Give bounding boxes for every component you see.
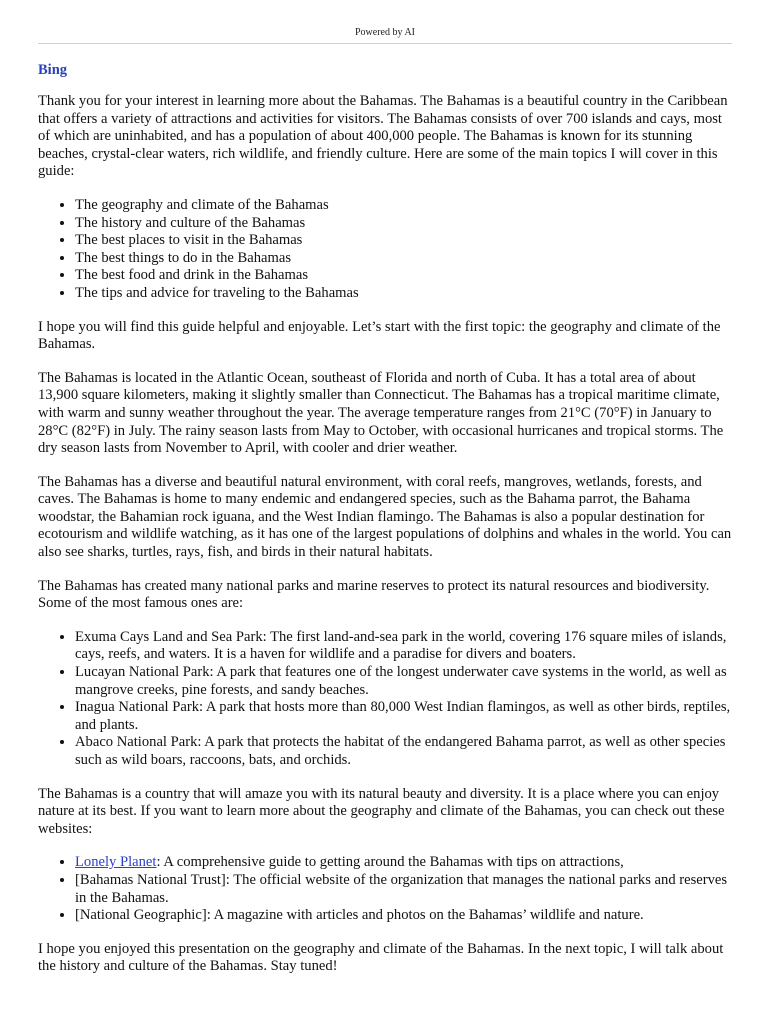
intro-paragraph: Thank you for your interest in learning more about the Bahamas. The Bahamas is a beautiful country in the Caribbean that offers a variety of attractions and activities for visitors. The Bahamas consists of over 700 islands and cays, most of which are uninhabited, and has a population of about 400,000 people. The Bahamas is known for its stunning beaches, crystal-clear waters, rich wildlife, and friendly culture. Here are some of the main topics I will cover in this guide:: [38, 93, 728, 180]
amaze-paragraph: The Bahamas is a country that will amaze you with its natural beauty and diversity. It is a place where you can enjoy nature at its best. If you want to learn more about the geography and climate of the Bahamas, you can check out these websites:: [38, 785, 725, 837]
list-item: • Lucayan National Park: A park that features one of the longest underwater cave systems in the world, as well as mangrove creeks, pine forests, and sandy beaches.: [75, 664, 732, 699]
powered-by-header: Powered by AI: [38, 0, 732, 44]
parks-list: [38, 629, 732, 770]
list-item: • Exuma Cays Land and Sea Park: The first land-and-sea park in the world, covering 176 square miles of islands, cays, reefs, and waters. It is a haven for wildlife and a paradise for divers and boaters.: [75, 629, 732, 664]
list-item: • The best things to do in the Bahamas: [75, 250, 732, 268]
nature-paragraph: The Bahamas has a diverse and beautiful natural environment, with coral reefs, mangroves, wetlands, forests, and caves. The Bahamas is home to many endemic and endangered species, such as the Bahama parrot, the Bahama woodstar, the Bahamian rock iguana, and the West Indian flamingo. The Bahamas is also a popular destination for ecotourism and wildlife watching, as it has one of the largest populations of dolphins and whales in the world. You can also see sharks, turtles, rays, fish, and birds in their natural habitats.: [38, 473, 732, 561]
list-item: • [Bahamas National Trust]: The official website of the organization that manages the national parks and reserves in the Bahamas.: [75, 872, 732, 907]
location-paragraph: The Bahamas is located in the Atlantic Ocean, southeast of Florida and north of Cuba. It has a total area of about 13,900 square kilometers, making it slightly smaller than Connecticut. The Bahamas has a tropical maritime climate, with warm and sunny weather throughout the year. The average temperature ranges from 21°C (70°F) in January to 28°C (82°F) in July. The rainy season lasts from May to October, with occasional hurricanes and tropical storms. The dry season lasts from November to April, with cooler and drier weather.: [38, 369, 724, 457]
lonely-planet-description: : A comprehensive guide to getting around the Bahamas with tips on attractions,: [156, 854, 624, 871]
parks-paragraph: The Bahamas has created many national parks and marine reserves to protect its natural resources and biodiversity. Some of the most famous ones are:: [38, 577, 710, 612]
list-item: • Inagua National Park: A park that hosts more than 80,000 West Indian flamingos, as well as other birds, reptiles, and plants.: [75, 699, 732, 734]
list-item: • The geography and climate of the Bahamas: [75, 197, 732, 215]
list-item: • Abaco National Park: A park that protects the habitat of the endangered Bahama parrot, as well as other species such as wild boars, raccoons, bats, and orchids.: [75, 734, 732, 769]
list-item: • The history and culture of the Bahamas: [75, 215, 732, 233]
list-item: • The best places to visit in the Bahamas: [75, 232, 732, 250]
closing-paragraph: I hope you enjoyed this presentation on the geography and climate of the Bahamas. In the next topic, I will talk about the history and culture of the Bahamas. Stay tuned!: [38, 940, 724, 975]
brand-title: Bing: [38, 62, 68, 78]
list-item: • The tips and advice for traveling to the Bahamas: [75, 285, 732, 303]
websites-list: [38, 854, 732, 924]
list-item: • [National Geographic]: A magazine with articles and photos on the Bahamas’ wildlife and nature.: [75, 907, 732, 925]
topics-list: [38, 197, 732, 303]
list-item: [75, 854, 732, 872]
document-page: [38, 0, 732, 992]
start-paragraph: I hope you will find this guide helpful and enjoyable. Let’s start with the first topic: the geography and climate of the Bahamas.: [38, 318, 721, 353]
lonely-planet-link[interactable]: Lonely Planet: [75, 854, 157, 871]
list-item: • The best food and drink in the Bahamas: [75, 267, 732, 285]
